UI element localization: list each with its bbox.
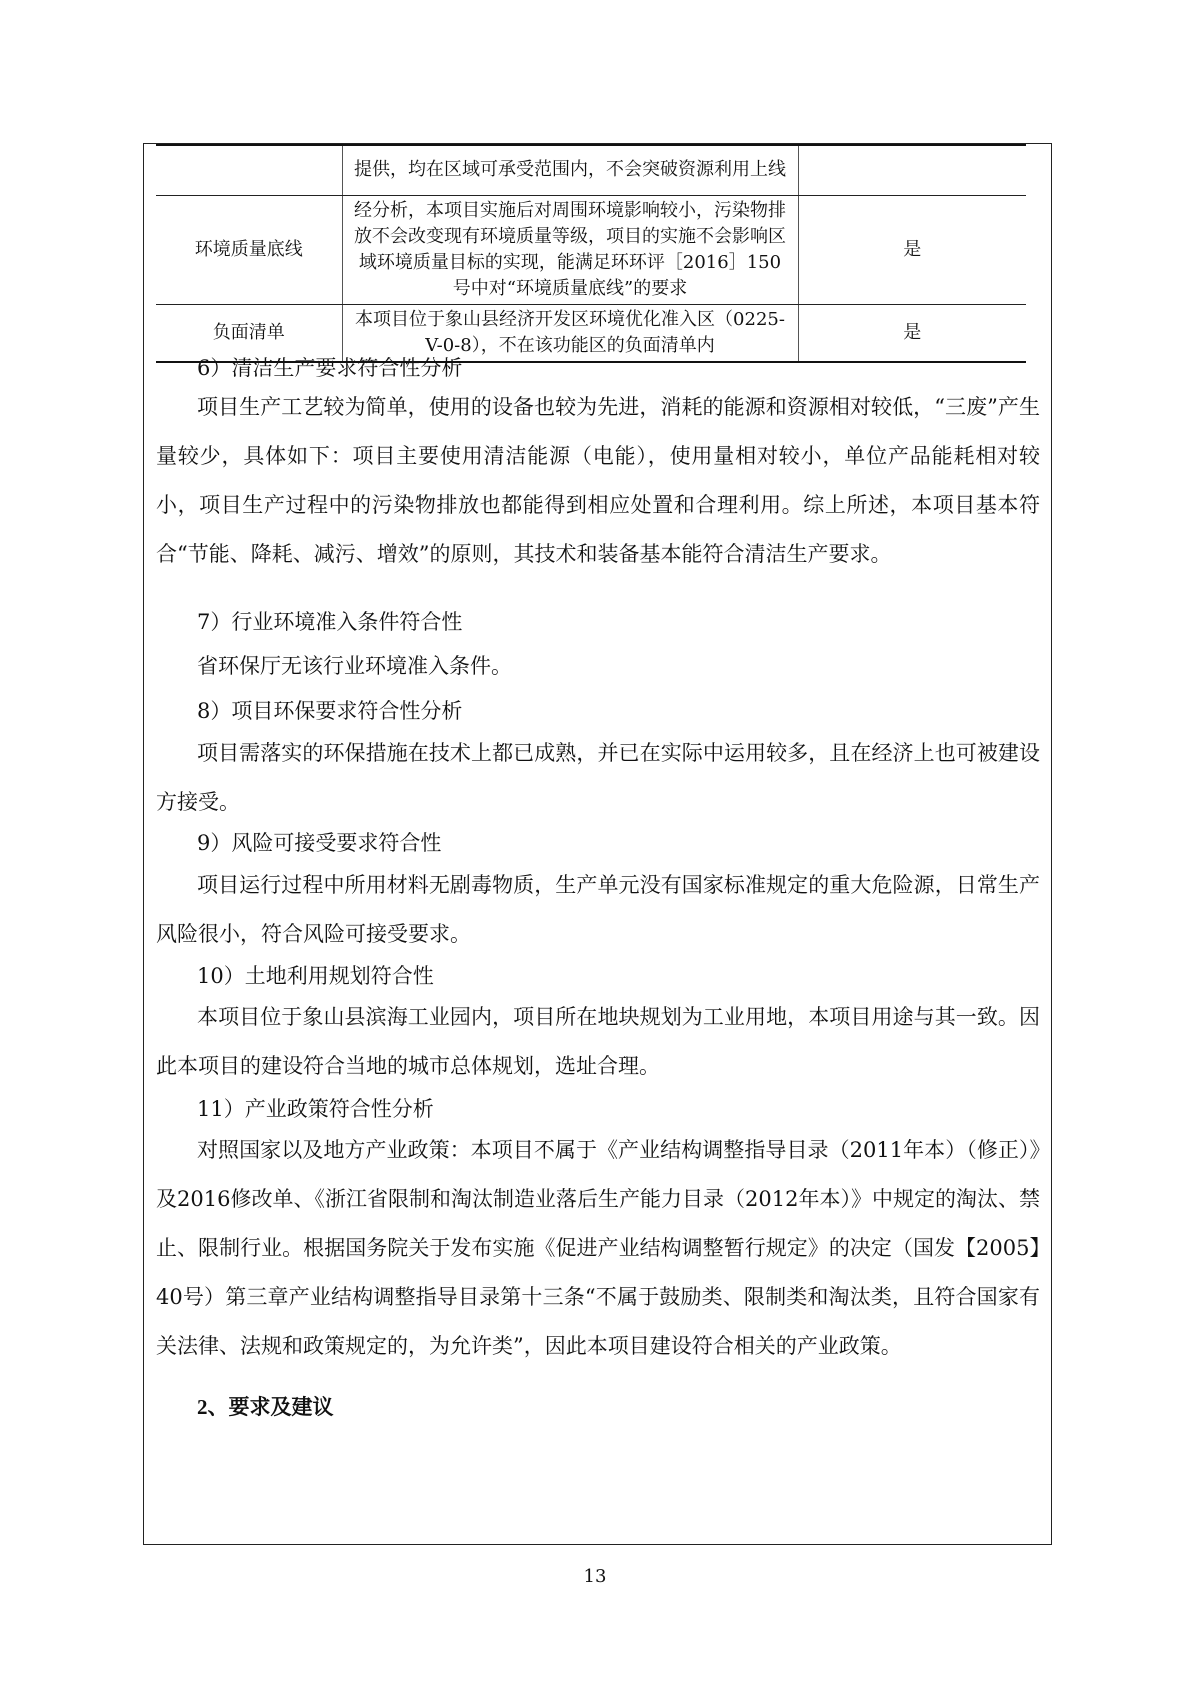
paragraph-text: 项目生产工艺较为简单，使用的设备也较为先进，消耗的能源和资源相对较低，“三废”产生量较少，具体如下：项目主要使用清洁能源（电能），使用量相对较小，单位产品能耗相对较小，项目生产过程中的污染物排放也都能得到相应处置和合理利用。综上所述，本项目基本符合“节能、降耗、减污、增效”的原则，其技术和装备基本能符合清洁生产要求。 xyxy=(156,395,1040,566)
table-row xyxy=(156,195,1026,304)
row-result: 是 xyxy=(798,304,1026,362)
section-paragraph xyxy=(156,729,1040,827)
section-paragraph xyxy=(156,383,1040,579)
row-result: 是 xyxy=(798,195,1026,304)
section-paragraph xyxy=(156,1126,1040,1371)
paragraph-text: 项目运行过程中所用材料无剧毒物质，生产单元没有国家标准规定的重大危险源，日常生产风险很小，符合风险可接受要求。 xyxy=(156,873,1040,946)
row-label: 环境质量底线 xyxy=(156,195,342,304)
row-description: 经分析，本项目实施后对周围环境影响较小，污染物排放不会改变现有环境质量等级，项目的实施不会影响区域环境质量目标的实现，能满足环环评［2016］150号中对“环境质量底线”的要求 xyxy=(342,195,798,304)
paragraph-text: 项目需落实的环保措施在技术上都已成熟，并已在实际中运用较多，且在经济上也可被建设方接受。 xyxy=(156,741,1040,814)
section-paragraph xyxy=(156,861,1040,959)
table-row xyxy=(156,304,1026,362)
section-heading: 11）产业政策符合性分析 xyxy=(197,1097,434,1121)
section-title: 2、要求及建议 xyxy=(197,1395,334,1419)
row-label: 负面清单 xyxy=(156,304,342,362)
row-label xyxy=(156,145,342,195)
section-heading: 10）土地利用规划符合性 xyxy=(197,964,434,988)
section-heading: 9）风险可接受要求符合性 xyxy=(197,831,442,855)
paragraph-text: 对照国家以及地方产业政策：本项目不属于《产业结构调整指导目录（2011年本）（修正）》及2016修改单、《浙江省限制和淘汰制造业落后生产能力目录（2012年本）》中规定的淘汰、禁止、限制行业。根据国务院关于发布实施《促进产业结构调整暂行规定》的决定（国发【2005】40号）第三章产业结构调整指导目录第十三条“不属于鼓励类、限制类和淘汰类，且符合国家有关法律、法规和政策规定的，为允许类”，因此本项目建设符合相关的产业政策。 xyxy=(156,1138,1040,1358)
paragraph-text: 省环保厅无该行业环境准入条件。 xyxy=(197,654,512,678)
section-heading: 8）项目环保要求符合性分析 xyxy=(197,699,463,723)
page-number: 13 xyxy=(583,1566,607,1587)
table-row xyxy=(156,145,1026,195)
section-heading: 6）清洁生产要求符合性分析 xyxy=(197,356,463,380)
row-result xyxy=(798,145,1026,195)
compliance-table xyxy=(156,144,1026,363)
paragraph-text: 本项目位于象山县滨海工业园内，项目所在地块规划为工业用地，本项目用途与其一致。因此本项目的建设符合当地的城市总体规划，选址合理。 xyxy=(156,1005,1040,1078)
section-paragraph xyxy=(156,993,1040,1091)
section-heading: 7）行业环境准入条件符合性 xyxy=(197,610,463,634)
row-description: 本项目位于象山县经济开发区环境优化准入区（0225-V-0-8），不在该功能区的负面清单内 xyxy=(342,304,798,362)
section-paragraph xyxy=(156,642,1040,691)
row-description: 提供，均在区域可承受范围内，不会突破资源利用上线 xyxy=(342,145,798,195)
